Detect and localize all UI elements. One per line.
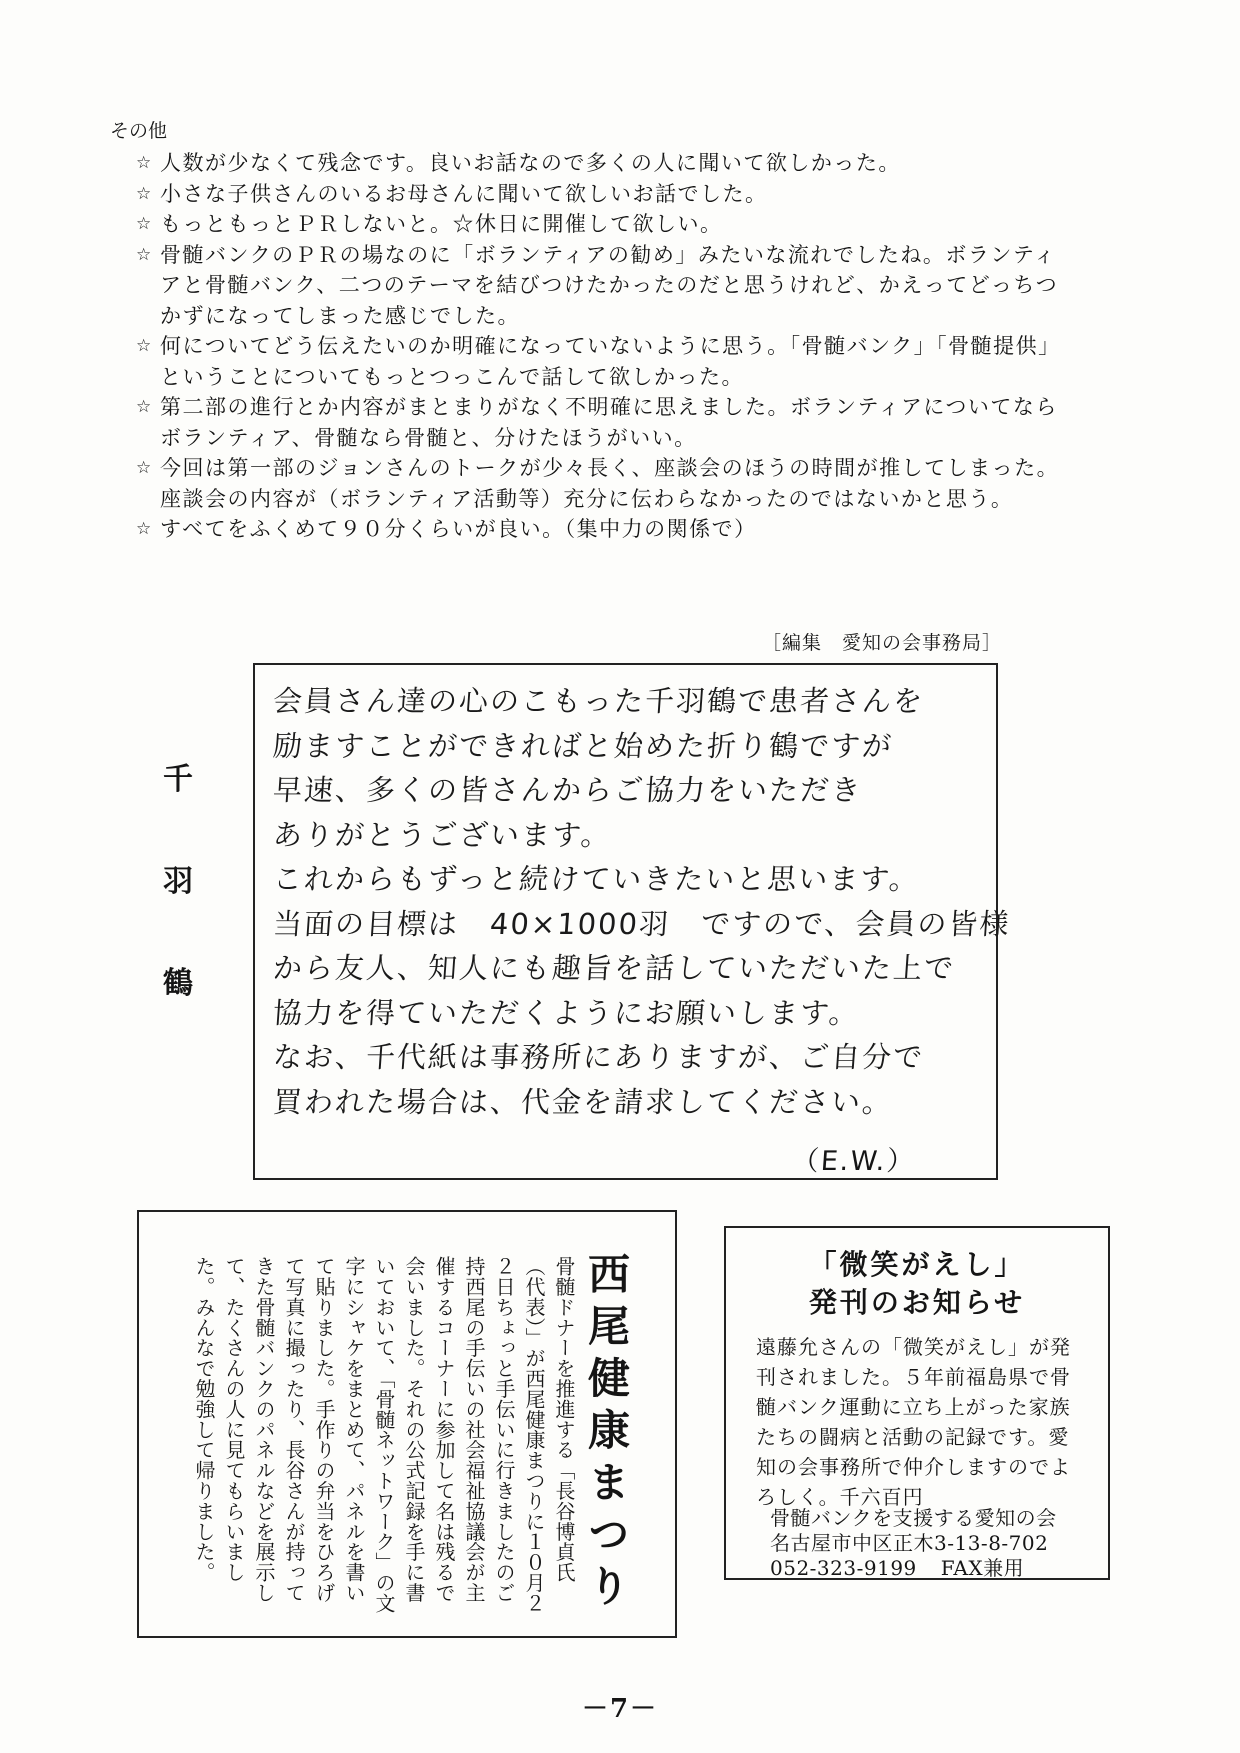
signature: （E.W.）	[790, 1146, 917, 1177]
star-icon: ☆	[136, 458, 153, 478]
handwritten-line: 当面の目標は 40×1000羽 ですので、会員の皆様	[271, 906, 1012, 941]
editor-credit: ［編集 愛知の会事務局］	[761, 632, 1002, 654]
comment-item: ☆ もっともっとＰＲしないと。☆休日に開催して欲しい。	[108, 209, 1068, 240]
comment-item: ☆ 何についてどう伝えたいのか明確になっていないように思う。「骨髄バンク」「骨髄提供」ということについてもっとつっこんで話して欲しかった。	[108, 331, 1068, 392]
nishio-festival-box	[137, 1210, 677, 1638]
senbazuru-title: 千 羽 鶴	[163, 762, 193, 1001]
nishio-festival-title: 西尾健康まつり	[582, 1252, 631, 1616]
other-comments-heading: その他	[110, 120, 168, 142]
handwritten-line: 励ますことができればと始めた折り鶴ですが	[271, 728, 895, 763]
organization-phone: 052-323-9199 FAX兼用	[770, 1556, 1025, 1580]
handwritten-line: から友人、知人にも趣旨を話していただいた上で	[271, 951, 957, 985]
book-announcement-title: 「微笑がえし」 発刊のお知らせ	[808, 1248, 1026, 1319]
star-icon: ☆	[136, 214, 153, 234]
page-number: －7－	[581, 1694, 659, 1724]
organization-name: 骨髄バンクを支援する愛知の会	[770, 1506, 1057, 1530]
comment-item: ☆ 小さな子供さんのいるお母さんに聞いて欲しいお話でした。	[108, 179, 1068, 210]
other-comments-section	[108, 118, 1068, 545]
star-icon: ☆	[136, 244, 153, 265]
handwritten-line: なお、千代紙は事務所にありますが、ご自分で	[271, 1040, 926, 1074]
handwritten-line: ありがとうございます。	[271, 817, 613, 852]
handwritten-line: これからもずっと続けていきたいと思います。	[271, 862, 922, 896]
comment-item: ☆ 今回は第一部のジョンさんのトークが少々長く、座談会のほうの時間が推してしまった。座談会の内容が（ボランティア活動等）充分に伝わらなかったのではないかと思う。	[108, 453, 1068, 514]
star-icon: ☆	[136, 397, 153, 417]
book-announcement-body: 遠藤允さんの「微笑がえし」が発刊されました。５年前福島県で骨髄バンク運動に立ち上がった家族たちの闘病と活動の記録です。愛知の会事務所で仲介しますのでよろしく。千六百円	[756, 1335, 1071, 1509]
comment-item: ☆ 人数が少なくて残念です。良いお話なので多くの人に聞いて欲しかった。	[108, 148, 1068, 179]
star-icon: ☆	[136, 153, 153, 173]
organization-contact	[770, 1506, 1090, 1581]
comment-item: ☆ すべてをふくめて９０分くらいが良い。（集中力の関係で）	[108, 514, 1068, 545]
handwritten-line: 買われた場合は、代金を請求してください。	[271, 1084, 895, 1119]
star-icon: ☆	[136, 183, 153, 204]
handwritten-message	[271, 679, 1012, 1124]
organization-address: 名古屋市中区正木3-13-8-702	[770, 1531, 1049, 1555]
star-icon: ☆	[136, 336, 153, 356]
handwritten-line: 協力を得ていただくようにお願いします。	[271, 995, 861, 1030]
comment-list	[108, 148, 1068, 545]
comment-item: ☆ 第二部の進行とか内容がまとまりがなく不明確に思えました。ボランティアについてならボランティア、骨髄なら骨髄と、分けたほうがいい。	[108, 392, 1068, 453]
book-announcement-box	[724, 1226, 1110, 1580]
handwritten-line: 会員さん達の心のこもった千羽鶴で患者さんを	[271, 684, 926, 718]
star-icon: ☆	[136, 519, 153, 539]
senbazuru-box	[253, 663, 1012, 1180]
nishio-festival-body: 骨髄ドナーを推進する「長谷博貞氏（代表）」が西尾健康まつりに１０月２２日ちょっと手伝いに行きましたのご持西尾の手伝いの社会福祉協議会が主催するコーナーに参加して名は残るで会いました。それの公式記録を手に書いておいて、「骨髄ネットワーク」の文字にシャケをまとめて、パネルを書いて貼りました。手作りの弁当をひろげて写真に撮ったり、長谷さんが持ってきた骨髄バンクのパネルなどを展示して、たくさんの人に見てもらいました。みんなで勉強して帰りました。	[192, 1256, 576, 1614]
comment-item: ☆ 骨髄バンクのＰＲの場なのに「ボランティアの勧め」みたいな流れでしたね。ボランティアと骨髄バンク、二つのテーマを結びつけたかったのだと思うけれど、かえってどっちつかずになってしまった感じでした。	[108, 240, 1068, 332]
handwritten-line: 早速、多くの皆さんからご協力をいただき	[271, 773, 864, 807]
